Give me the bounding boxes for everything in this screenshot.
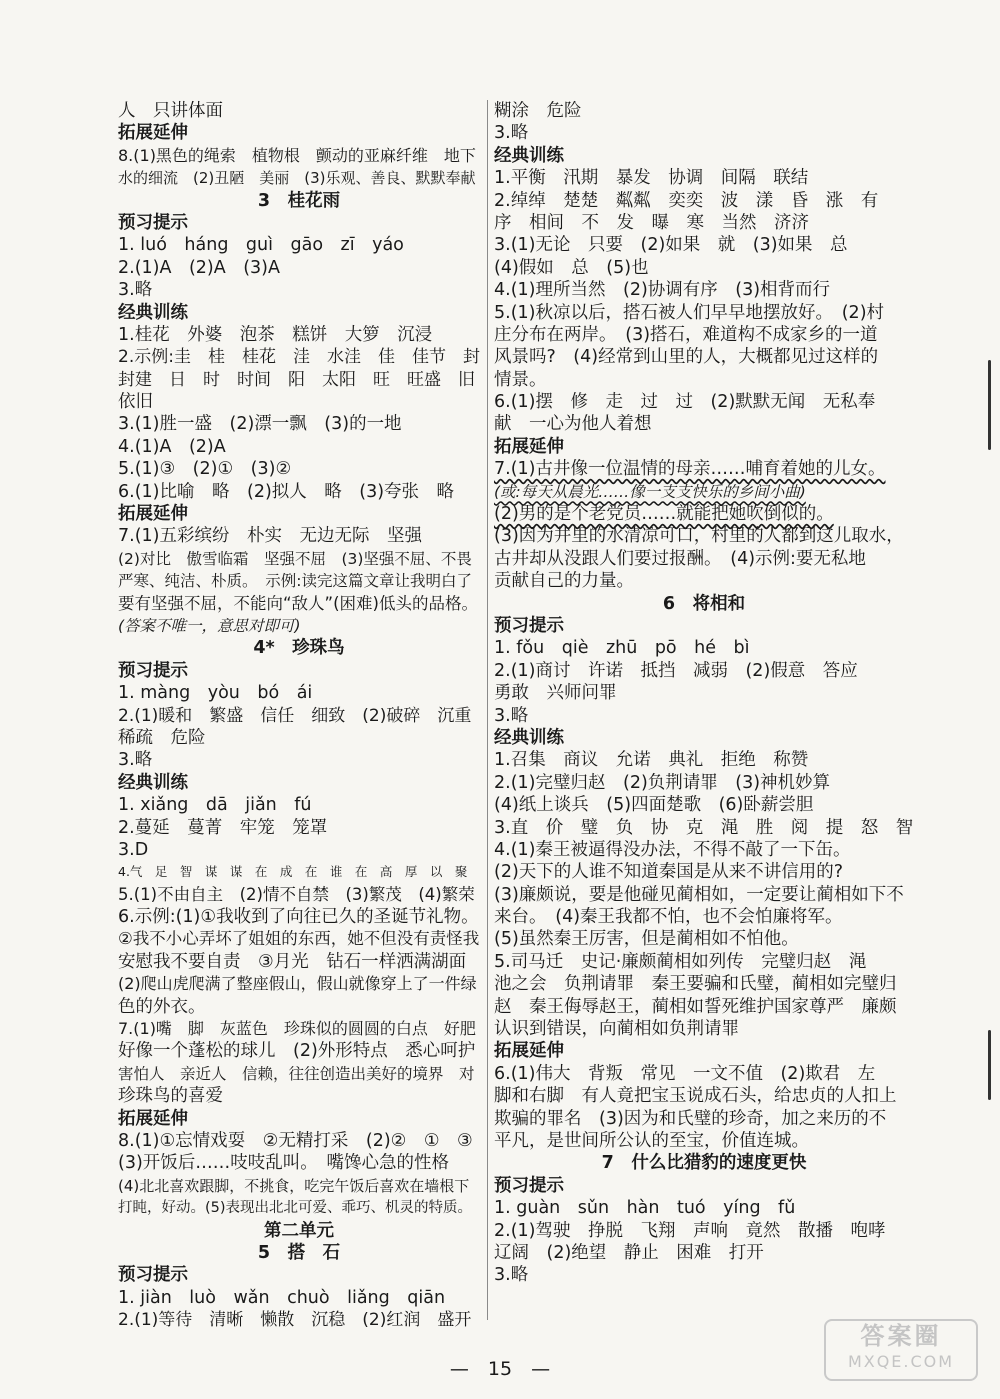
answer-line: 3.略 [494, 1265, 529, 1286]
answer-line: 好像一个蓬松的球儿 (2)外形特点 悉心呵护 [118, 1041, 476, 1062]
section-heading: 5 搭 石 [257, 1242, 341, 1263]
answer-line: 庄分布在两岸。 (3)搭石，难道构不成家乡的一道 [494, 324, 878, 345]
answer-line: 7.(1)古井像一位温情的母亲……哺育着她的儿女。 [494, 459, 886, 480]
answer-line: (3)开饭后……吱吱乱叫。 嘴馋心急的性格 [118, 1153, 450, 1174]
section-heading: 预习提示 [118, 1265, 188, 1286]
answer-line: 6.(1)比喻 略 (2)拟人 略 (3)夸张 略 [118, 481, 455, 502]
answer-line: (5)虽然秦王厉害，但是蔺相如不怕他。 [494, 929, 799, 950]
answer-line: (答案不唯一，意思对即可) [118, 616, 301, 635]
page-number: — 15 — [449, 1358, 551, 1380]
answer-line: 4.(1)A (2)A [118, 436, 226, 457]
answer-line: 4.(1)理所当然 (2)协调有序 (3)相背而行 [494, 280, 831, 301]
section-heading: 第二单元 [264, 1220, 334, 1241]
scan-mark [988, 1030, 991, 1100]
answer-line: 2.(1)等待 清晰 懒散 沉稳 (2)红润 盛开 [118, 1310, 472, 1331]
answer-line: 3.略 [494, 123, 529, 144]
answer-line: 3.D [118, 839, 149, 860]
section-heading: 经典训练 [118, 772, 188, 793]
answer-line: 6.(1)伟大 背叛 常见 一文不值 (2)欺君 左 [494, 1063, 876, 1084]
answer-line: 古井却从没跟人们要过报酬。 (4)示例:要无私地 [494, 548, 866, 569]
section-heading: 拓展延伸 [118, 123, 188, 144]
answer-line: 稀疏 危险 [118, 727, 206, 748]
answer-line: 1. màng yòu bó ái [118, 683, 313, 704]
answer-line: 依旧 [118, 392, 153, 413]
section-heading: 拓展延伸 [494, 436, 564, 457]
answer-line: 3.直 价 璧 负 协 克 渑 胜 阅 提 怒 智 [494, 817, 914, 838]
section-heading: 拓展延伸 [118, 504, 188, 525]
answer-line: 赵 秦王侮辱赵王，蔺相如誓死维护国家尊严 廉颇 [494, 996, 897, 1017]
answer-line: 欺骗的罪名 (3)因为和氏璧的珍奇，加之来历的不 [494, 1108, 887, 1129]
answer-line: (4)纸上谈兵 (5)四面楚歌 (6)卧薪尝胆 [494, 795, 814, 816]
answer-line: 2.(1)商讨 许诺 抵挡 减弱 (2)假意 答应 [494, 660, 858, 681]
answer-line: (2)男的是个老党员……就能把她吹倒似的。 [494, 504, 834, 525]
answer-line: 珍珠鸟的喜爱 [118, 1086, 223, 1107]
answer-line: 安慰我不要自责 ③月光 钻石一样洒满湖面 [118, 951, 467, 972]
answer-line: 3.略 [118, 750, 153, 771]
answer-line: 1. fǒu qiè zhū pō hé bì [494, 638, 750, 659]
answer-line: 2.蔓延 蔓菁 牢笼 笼罩 [118, 817, 328, 838]
answer-line: 打盹，好动。(5)表现出北北可爱、乖巧、机灵的特质。 [118, 1200, 473, 1217]
section-heading: 6 将相和 [662, 593, 746, 614]
answer-line: 7.(1)五彩缤纷 朴实 无边无际 坚强 [118, 526, 422, 547]
answer-line: 池之会 负荆请罪 秦王要骗和氏璧，蔺相如完璧归 [494, 974, 897, 995]
section-heading: 经典训练 [118, 302, 188, 323]
left-column [118, 100, 480, 1331]
answer-line: 5.(1)不由自主 (2)情不自禁 (3)繁茂 (4)繁荣 [118, 884, 475, 904]
answer-line: 水的细流 (2)丑陋 美丽 (3)乐观、善良、默默奉献 [118, 169, 476, 188]
watermark-url: MXQE.COM [847, 1352, 955, 1371]
section-heading: 预习提示 [494, 1175, 564, 1196]
answer-line: 4.气 足 智 谋 谋 在 成 在 谁 在 高 厚 以 聚 [118, 864, 468, 880]
section-heading: 预习提示 [118, 660, 188, 681]
answer-line: 献 一心为他人着想 [494, 414, 652, 435]
answer-line: 平凡，是世间所公认的至宝，价值连城。 [494, 1130, 809, 1151]
answer-line: (2)爬山虎爬满了整座假山，假山就像穿上了一件绿 [118, 974, 477, 994]
answer-line: 1.召集 商议 允诺 典礼 拒绝 称赞 [494, 750, 809, 771]
answer-line: 辽阔 (2)绝望 静止 困难 打开 [494, 1242, 764, 1263]
section-heading: 预习提示 [494, 615, 564, 636]
section-heading: 经典训练 [494, 145, 564, 166]
watermark-text: 答案圈 [860, 1322, 942, 1350]
answer-line: 1.平衡 汛期 暴发 协调 间隔 联结 [494, 168, 809, 189]
answer-line: 勇敢 兴师问罪 [494, 683, 617, 704]
answer-line: 2.(1)暖和 繁盛 信任 细致 (2)破碎 沉重 [118, 705, 472, 726]
section-heading: 3 桂花雨 [257, 190, 341, 211]
answer-line: (3)廉颇说，要是他碰见蔺相如，一定要让蔺相如下不 [494, 884, 904, 905]
answer-line: 6.示例:(1)①我收到了向往已久的圣诞节礼物。 [118, 907, 479, 928]
answer-line: 7.(1)嘴 脚 灰蓝色 珍珠似的圆圆的白点 好肥 [118, 1019, 476, 1039]
answer-line: 1. guàn sǔn hàn tuó yíng fǔ [494, 1198, 796, 1219]
column-divider [487, 100, 488, 1320]
answer-line: 2.(1)完璧归赵 (2)负荆请罪 (3)神机妙算 [494, 772, 831, 793]
answer-line: (2)天下的人谁不知道秦国是从来不讲信用的? [494, 862, 844, 883]
answer-line: 2.(1)驾驶 挣脱 飞翔 声响 竟然 散播 咆哮 [494, 1220, 886, 1241]
answer-line: 1.桂花 外婆 泡茶 糕饼 大箩 沉浸 [118, 324, 433, 345]
answer-line: 糊涂 危险 [494, 101, 582, 121]
answer-line: 8.(1)①忘情戏耍 ②无精打采 (2)② ① ③ [118, 1130, 473, 1151]
answer-line: 要有坚强不屈，不能向“敌人”(困难)低头的品格。 [118, 593, 478, 613]
answer-line: 害怕人 亲近人 信赖，往往创造出美好的境界 对 [118, 1064, 475, 1083]
answer-line: 贡献自己的力量。 [494, 571, 634, 592]
section-heading: 经典训练 [494, 727, 564, 748]
answer-line: 严寒、纯洁、朴质。 示例:读完这篇文章让我明白了 [118, 572, 472, 591]
answer-line: 序 相间 不 发 曝 寒 当然 济济 [494, 212, 809, 233]
section-heading: 预习提示 [118, 212, 188, 233]
answer-line: 3.略 [494, 705, 529, 726]
answer-line: 色的外衣。 [118, 996, 206, 1017]
answer-line: 1. jiàn luò wǎn chuò liǎng qiān [118, 1287, 446, 1308]
answer-line: (4)北北喜欢跟脚，不挑食，吃完午饭后喜欢在墙根下 [118, 1176, 470, 1195]
answer-line: (或:每天从晨光……像一支支快乐的乡间小曲) [494, 482, 806, 501]
answer-line: 2.示例:圭 桂 桂花 洼 水洼 佳 佳节 封 [118, 347, 480, 368]
answer-line: 3.(1)胜一盛 (2)漂一飘 (3)的一地 [118, 414, 402, 435]
answer-line: 情景。 [494, 369, 547, 390]
answer-line: 2.绰绰 楚楚 粼粼 奕奕 波 漾 昏 涨 有 [494, 190, 879, 211]
answer-line: 风景吗? (4)经常到山里的人，大概都见过这样的 [494, 347, 879, 368]
answer-line: 8.(1)黑色的绳索 植物根 颤动的亚麻纤维 地下 [118, 145, 476, 165]
answer-line: (2)对比 傲雪临霜 坚强不屈 (3)坚强不屈、不畏 [118, 549, 472, 568]
answer-line: 3.略 [118, 280, 153, 301]
answer-line: 认识到错误，向蔺相如负荆请罪 [494, 1019, 739, 1040]
answer-line: 4.(1)秦王被逼得没办法，不得不敲了一下缶。 [494, 839, 851, 860]
answer-line: 3.(1)无论 只要 (2)如果 就 (3)如果 总 [494, 235, 848, 256]
answer-line: 1. luó háng guì gāo zī yáo [118, 235, 404, 256]
section-heading: 4* 珍珠鸟 [253, 638, 345, 659]
answer-line: 5.(1)③ (2)① (3)② [118, 459, 292, 480]
section-heading: 7 什么比猎豹的速度更快 [601, 1153, 807, 1174]
section-heading: 拓展延伸 [494, 1041, 564, 1062]
answer-line: ②我不小心弄坏了姐姐的东西，她不但没有责怪我 [118, 929, 480, 949]
answer-line: 5.司马迁 史记·廉颇蔺相如列传 完璧归赵 渑 [494, 951, 867, 972]
answer-line: (3)因为井里的水清凉可口，村里的人都到这儿取水， [494, 526, 904, 547]
answer-line: 封建 日 时 时间 阳 太阳 旺 旺盛 旧 [118, 369, 475, 390]
answer-line: (4)假如 总 (5)也 [494, 257, 649, 278]
answer-line: 6.(1)摆 修 走 过 过 (2)默默无闻 无私奉 [494, 392, 876, 413]
right-column [494, 100, 914, 1287]
answer-line: 来台。 (4)秦王我都不怕，也不会怕廉将军。 [494, 907, 843, 928]
answer-line: 2.(1)A (2)A (3)A [118, 257, 280, 278]
answer-line: 人 只讲体面 [118, 101, 223, 121]
scan-mark [988, 360, 991, 450]
watermark-logo [824, 1319, 978, 1381]
answer-line: 5.(1)秋凉以后，搭石被人们早早地摆放好。 (2)村 [494, 302, 885, 323]
answer-line: 1. xiǎng dā jiǎn fú [118, 795, 312, 816]
answer-line: 脚和右脚 有人竟把宝玉说成石头，给忠贞的人扣上 [494, 1086, 897, 1107]
section-heading: 拓展延伸 [118, 1108, 188, 1129]
